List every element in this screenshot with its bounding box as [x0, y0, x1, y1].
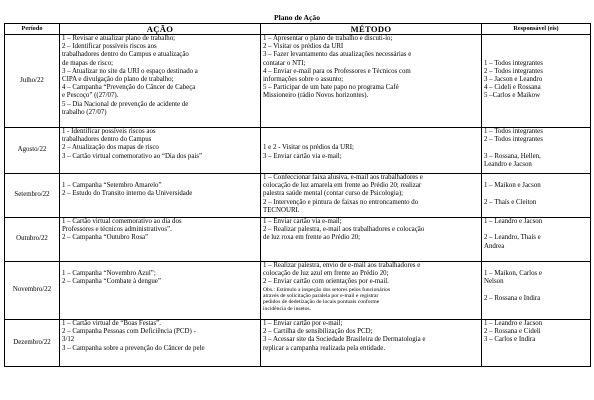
responsible-line: Nelson: [484, 278, 504, 286]
method-line: 3 – Fazer levantamento das atualizações necessárias e: [263, 51, 412, 59]
action-line: 3 – Cartão virtual comemorativo ao “Dia dos pais”: [62, 152, 203, 160]
responsible-line: 2 – Todos integrantes: [484, 67, 543, 75]
method-line: 3 – Acessar site da Sociedade Brasileira de Dermatologia e: [263, 336, 426, 344]
action-line: [62, 174, 258, 182]
responsible-line: 2 – Todos integrantes: [484, 136, 543, 144]
action-line: trabalhadores dentro do Campus: [62, 136, 152, 144]
page-title: Plano de Ação: [274, 13, 320, 22]
table-row: [5, 128, 591, 174]
method-note-line: através de solicitação paralela por e-mail e registrar: [263, 292, 379, 299]
responsible-line: [484, 287, 588, 295]
action-line: 3 – Campanha sobre a prevenção do Câncer de pele: [62, 344, 205, 352]
method-cell: [261, 218, 482, 262]
method-line: palestra saúde mental (contar curso de Psicologia);: [263, 190, 404, 198]
action-cell: [60, 35, 261, 128]
responsible-cell: [482, 320, 591, 367]
action-line: 1 – Cartão virtual comemorativo ao dia dos: [62, 218, 182, 225]
action-cell: [60, 128, 261, 174]
responsible-line: 4 – Cideli e Rossana: [484, 84, 541, 92]
action-line: 2 – Atualização dos mapas de risco: [62, 144, 159, 152]
responsible-line: 2 – Leandro, Thaís e: [484, 234, 541, 242]
responsible-line: 2 – Rossana e Indira: [484, 294, 541, 302]
period-cell: Julho/22: [5, 35, 60, 128]
method-cell: [261, 174, 482, 218]
responsible-line: 2 – Rossana e Cideli: [484, 328, 541, 336]
responsible-line: Leandro e Jacson: [484, 160, 532, 168]
responsible-line: 3 – Rossana, Hellen,: [484, 152, 541, 160]
table-row: [5, 320, 591, 367]
action-line: 2 – Identificar possíveis riscos aos: [62, 43, 157, 51]
method-line: 2 – Enviar cartão com orientações por e-mail.: [263, 278, 389, 286]
method-line: 2 – Intervenção e pintura de faixas no entroncamento do: [263, 198, 419, 206]
action-line: 2 – Campanha “Combate à dengue”: [62, 278, 161, 286]
action-line: 1 – Campanha “Novembro Azul”;: [62, 270, 156, 278]
method-cell: [261, 35, 482, 128]
method-line: colocação de luz azul em frente ao Prédio 20;: [263, 270, 389, 278]
responsible-line: 2 – Thaís e Cleiton: [484, 198, 537, 206]
table-header-row: [5, 24, 591, 35]
action-line: CIPA e divulgação do plano de trabalho;: [62, 76, 174, 84]
method-line: 1 – Confeccionar faixa alusiva, e-mail aos trabalhadores e: [263, 174, 423, 181]
period-cell: Novembro/22: [5, 262, 60, 320]
period-cell: Setembro/22: [5, 174, 60, 218]
responsible-line: [484, 43, 588, 51]
action-cell: [60, 262, 261, 320]
method-line: informações sobre o assunto;: [263, 76, 344, 84]
header-responsible: Responsável (eis): [482, 24, 591, 35]
method-note-line: incidência de insetos.: [263, 305, 311, 312]
table-row: [5, 262, 591, 320]
method-cell: [261, 128, 482, 174]
method-line: colocação de luz amarela em frente ao Prédio 20; realizar: [263, 182, 422, 190]
responsible-cell: [482, 218, 591, 262]
action-line: 1 – Campanha “Setembro Amarelo”: [62, 182, 162, 190]
action-line: de mapas de risco;: [62, 59, 114, 67]
responsible-line: 3 – Carlos e Indira: [484, 336, 536, 344]
action-cell: [60, 174, 261, 218]
method-line: Missioneiro (rádio Novos horizontes).: [263, 92, 369, 100]
method-note-line: pedidos de dedetização de locais pontuais conforme: [263, 299, 380, 306]
action-line: Professores e técnicos administrativos”.: [62, 226, 172, 234]
responsible-line: 3 – Jacson e Leandro: [484, 75, 543, 83]
header-period: Período: [5, 24, 60, 35]
responsible-cell: [482, 35, 591, 128]
action-line: 1 – Revisar e atualizar plano de trabalho;: [62, 35, 176, 42]
action-line: 5 – Dia Nacional de prevenção de acidente de: [62, 100, 189, 108]
responsible-line: 1 – Leandro e Jacson: [484, 218, 543, 225]
method-line: 4 – Enviar e-mail para os Professores e Técnicos com: [263, 67, 411, 75]
action-line: 1 - Identificar possíveis riscos aos: [62, 128, 156, 135]
action-cell: [60, 218, 261, 262]
action-line: trabalhadores dentro do Campus e atualização: [62, 51, 189, 59]
action-line: 2 – Campanha Pessoas com Deficiência (PCD) -: [62, 328, 196, 336]
responsible-line: Andrea: [484, 242, 505, 250]
action-plan-table: [4, 23, 591, 367]
action-line: 4 – Campanha “Prevenção do Câncer de Cabeça: [62, 84, 196, 92]
table-row: [5, 218, 591, 262]
method-line: [263, 136, 479, 144]
method-line: 1 – Apresentar o plano de trabalho e discuti-lo;: [263, 35, 393, 42]
header-action: AÇÃO: [60, 24, 261, 35]
action-line: 2 – Estudo do Transito interno da Universidade: [62, 190, 193, 198]
responsible-cell: [482, 262, 591, 320]
method-line: TECNOURI.: [263, 206, 300, 214]
action-line: 1 – Cartão virtual de “Boas Festas”.: [62, 320, 161, 327]
responsible-line: [484, 144, 588, 152]
responsible-line: [484, 262, 588, 270]
method-line: replicar a campanha realizada pela entidade.: [263, 344, 386, 352]
method-line: 2 – Visitar os prédios da URI: [263, 43, 344, 51]
responsible-line: [484, 35, 588, 43]
responsible-line: [484, 51, 588, 59]
action-line: 3 – Atualizar no site da URI o espaço destinado a: [62, 67, 198, 75]
method-cell: [261, 262, 482, 320]
action-line: trabalho (27/07): [62, 108, 107, 116]
period-cell: Dezembro/22: [5, 320, 60, 367]
table-row: [5, 174, 591, 218]
action-line: 2 – Campanha “Outubro Rosa”: [62, 234, 149, 242]
method-line: contatar o NTI;: [263, 59, 306, 67]
period-cell: Agosto/22: [5, 128, 60, 174]
method-line: 3 – Enviar cartão via e-mail;: [263, 152, 342, 160]
responsible-line: [484, 190, 588, 198]
method-line: 1 – Enviar cartão via e-mail;: [263, 218, 342, 225]
responsible-line: [484, 174, 588, 182]
responsible-cell: [482, 174, 591, 218]
action-line: e Pescoço” ((27/07).: [62, 92, 119, 100]
responsible-line: 5 –Carlos e Maikow: [484, 92, 541, 100]
responsible-line: 1 – Todos integrantes: [484, 128, 543, 135]
method-line: [263, 128, 479, 136]
responsible-line: 1 – Maikon, Carlos e: [484, 270, 542, 278]
responsible-line: 1 – Leandro e Jacson: [484, 320, 543, 327]
responsible-line: 1 – Todos integrantes: [484, 59, 543, 67]
method-note-line: Obs.: Estimulo a inspeção dos setores pelos funcionários: [263, 286, 391, 293]
responsible-cell: [482, 128, 591, 174]
method-cell: [261, 320, 482, 367]
method-line: 2 – Cartilha de sensibilização dos PCD;: [263, 328, 373, 336]
method-line: 5 – Participar de um bate papo no programa Café: [263, 84, 399, 92]
method-line: 1 e 2 - Visitar os prédios da URI;: [263, 144, 354, 152]
table-row: [5, 35, 591, 128]
responsible-line: 1 – Maikon e Jacson: [484, 182, 541, 190]
period-cell: Outubro/22: [5, 218, 60, 262]
method-line: 1 – Enviar cartão por e-mail;: [263, 320, 343, 327]
action-line: [62, 262, 258, 270]
header-method: MÉTODO: [261, 24, 482, 35]
action-cell: [60, 320, 261, 367]
responsible-line: [484, 226, 588, 234]
method-line: 2 – Realizar palestra, e-mail aos trabalhadores e colocação: [263, 226, 425, 234]
action-line: 3/12: [62, 336, 75, 344]
method-line: 1 – Realizar palestra, envio de e-mail aos trabalhadores e: [263, 262, 421, 269]
method-line: de luz roxa em frente ao Prédio 20;: [263, 234, 361, 242]
